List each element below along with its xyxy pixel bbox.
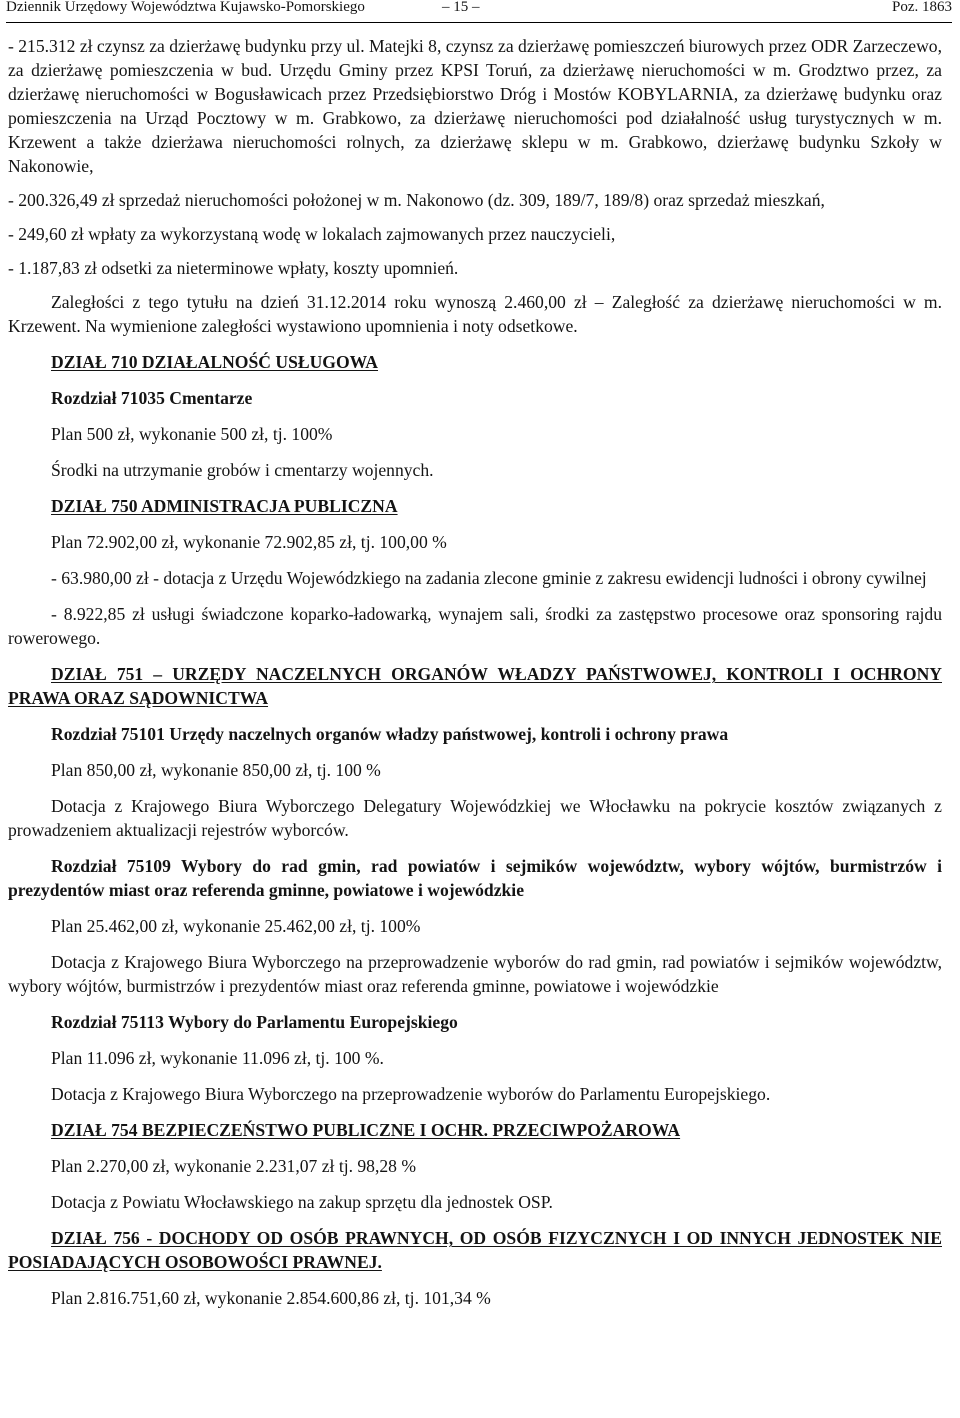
section-754-description: Dotacja z Powiatu Włocławskiego na zakup sprzętu dla jednostek OSP. xyxy=(51,1192,553,1212)
section-750-heading: DZIAŁ 750 ADMINISTRACJA PUBLICZNA xyxy=(51,496,398,516)
chapter-71035-heading: Rozdział 71035 Cmentarze xyxy=(51,388,253,408)
document-body xyxy=(8,34,942,1310)
section-751-heading: DZIAŁ 751 – URZĘDY NACZELNYCH ORGANÓW WŁADZY PAŃSTWOWEJ, KONTROLI I OCHRONY PRAWA ORAZ SĄDOWNICTWA xyxy=(8,664,942,708)
chapter-71035-plan: Plan 500 zł, wykonanie 500 zł, tj. 100% xyxy=(51,424,333,444)
position-number: Poz. 1863 xyxy=(892,0,952,15)
chapter-75101-plan: Plan 850,00 zł, wykonanie 850,00 zł, tj. 100 % xyxy=(51,760,381,780)
section-754-plan: Plan 2.270,00 zł, wykonanie 2.231,07 zł tj. 98,28 % xyxy=(51,1156,417,1176)
chapter-75113-heading: Rozdział 75113 Wybory do Parlamentu Europejskiego xyxy=(51,1012,458,1032)
chapter-75113-description: Dotacja z Krajowego Biura Wyborczego na przeprowadzenie wyborów do Parlamentu Europejskiego. xyxy=(51,1084,771,1104)
section-756-heading: DZIAŁ 756 - DOCHODY OD OSÓB PRAWNYCH, OD OSÓB FIZYCZNYCH I OD INNYCH JEDNOSTEK NIE POSIADAJĄCYCH OSOBOWOŚCI PRAWNEJ. xyxy=(8,1228,942,1272)
page-number: – 15 – xyxy=(442,0,480,15)
section-750-item-services: - 8.922,85 zł usługi świadczone koparko-ładowarką, wynajem sali, środki za zastępstwo procesowe oraz sponsoring rajdu rowerowego. xyxy=(8,604,942,648)
chapter-75113-plan: Plan 11.096 zł, wykonanie 11.096 zł, tj. 100 %. xyxy=(51,1048,384,1068)
revenue-item-property-sale: - 200.326,49 zł sprzedaż nieruchomości położonej w m. Nakonowo (dz. 309, 189/7, 189/8) oraz sprzedaż mieszkań, xyxy=(8,190,825,210)
chapter-75101-description: Dotacja z Krajowego Biura Wyborczego Delegatury Wojewódzkiej we Włocławku na pokrycie kosztów związanych z prowadzeniem aktualizacji rejestrów wyborców. xyxy=(8,796,942,840)
revenue-item-interest: - 1.187,83 zł odsetki za nieterminowe wpłaty, koszty upomnień. xyxy=(8,258,459,278)
section-750-plan: Plan 72.902,00 zł, wykonanie 72.902,85 zł, tj. 100,00 % xyxy=(51,532,447,552)
chapter-75101-heading: Rozdział 75101 Urzędy naczelnych organów władzy państwowej, kontroli i ochrony prawa xyxy=(51,724,729,744)
revenue-item-water: - 249,60 zł wpłaty za wykorzystaną wodę w lokalach zajmowanych przez nauczycieli, xyxy=(8,224,616,244)
chapter-75109-heading: Rozdział 75109 Wybory do rad gmin, rad powiatów i sejmików województw, wybory wójtów, burmistrzów i prezydentów miast oraz referenda gminne, powiatowe i wojewódzkie xyxy=(8,856,942,900)
publication-title: Dziennik Urzędowy Województwa Kujawsko-Pomorskiego xyxy=(6,0,365,15)
section-710-heading: DZIAŁ 710 DZIAŁALNOŚĆ USŁUGOWA xyxy=(51,352,379,372)
section-754-heading: DZIAŁ 754 BEZPIECZEŃSTWO PUBLICZNE I OCHR. PRZECIWPOŻAROWA xyxy=(51,1120,681,1140)
page-header xyxy=(6,0,952,23)
revenue-item-rent: - 215.312 zł czynsz za dzierżawę budynku przy ul. Matejki 8, czynsz za dzierżawę pomieszczeń biurowych przez ODR Zarzeczewo, za dzierżawę pomieszczenia w bud. Urzędu Gminy przez KPSI Toruń, za dzierżawę nieruchomości w m. Grodztwo przez, za dzierżawę nieruchomości w Bogusławicach przez Przedsiębiorstwo Dróg i Mostów KOBYLARNIA, za dzierżawę budynku oraz pomieszczenia na Urząd Pocztowy w m. Grabkowo, za dzierżawę nieruchomości pod działalność usług turystycznych w m. Krzewent a także dzierżawa nieruchomości rolnych, za dzierżawę sklepu w m. Grabkowo, dzierżawę budynku Szkoły w Nakonowie, xyxy=(8,36,942,176)
chapter-71035-description: Środki na utrzymanie grobów i cmentarzy wojennych. xyxy=(51,460,434,480)
section-756-plan: Plan 2.816.751,60 zł, wykonanie 2.854.600,86 zł, tj. 101,34 % xyxy=(51,1288,491,1308)
arrears-paragraph: Zaległości z tego tytułu na dzień 31.12.2014 roku wynoszą 2.460,00 zł – Zaległość za dzierżawę nieruchomości w m. Krzewent. Na wymienione zaległości wystawiono upomnienia i noty odsetkowe. xyxy=(8,292,942,336)
chapter-75109-plan: Plan 25.462,00 zł, wykonanie 25.462,00 zł, tj. 100% xyxy=(51,916,421,936)
section-750-item-grant: - 63.980,00 zł - dotacja z Urzędu Wojewódzkiego na zadania zlecone gminie z zakresu ewidencji ludności i obrony cywilnej xyxy=(51,568,927,588)
chapter-75109-description: Dotacja z Krajowego Biura Wyborczego na przeprowadzenie wyborów do rad gmin, rad powiatów i sejmików województw, wybory wójtów, burmistrzów i prezydentów miast oraz referenda gminne, powiatowe i wojewódzkie xyxy=(8,952,942,996)
